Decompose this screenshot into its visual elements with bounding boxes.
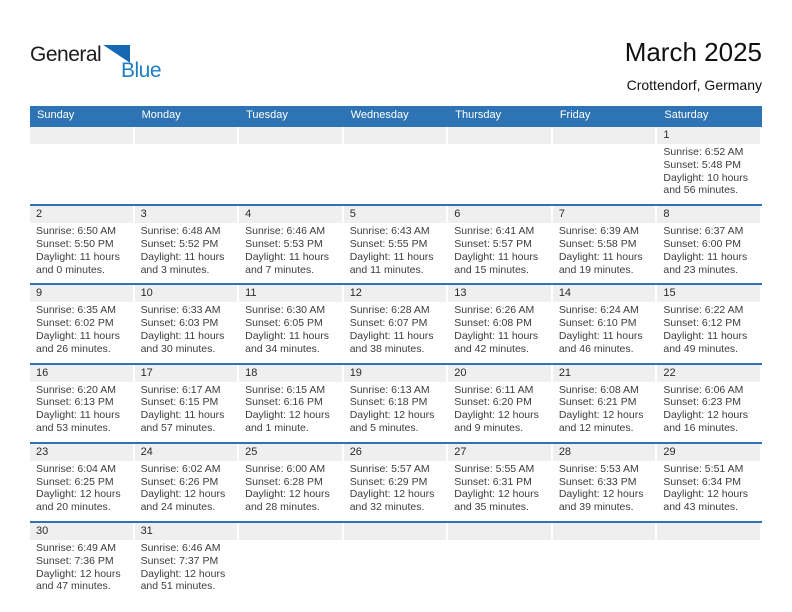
day-cell — [135, 205, 240, 284]
sunrise-text: Sunrise: 6:08 AM — [558, 383, 639, 396]
sunset-text: Sunset: 6:12 PM — [663, 317, 742, 330]
title-block — [625, 38, 762, 93]
weekday-header: Thursday — [448, 106, 553, 126]
day-details — [30, 382, 135, 442]
day-details — [135, 144, 240, 204]
day-details — [135, 302, 240, 362]
sunset-text: Sunset: 6:28 PM — [245, 475, 323, 488]
sunrise-text: Sunrise: 6:33 AM — [140, 304, 221, 317]
day-number: 12 — [344, 285, 447, 302]
sunrise-text: Sunrise: 6:11 AM — [454, 383, 534, 396]
daylight-text: Daylight: 12 hours and 35 minutes. — [454, 488, 539, 514]
daylight-text: Daylight: 12 hours and 24 minutes. — [140, 488, 226, 514]
daylight-text: Daylight: 12 hours and 39 minutes. — [558, 488, 644, 514]
daylight-text: Daylight: 11 hours and 53 minutes. — [36, 409, 120, 434]
daylight-text: Daylight: 11 hours and 11 minutes. — [349, 250, 434, 276]
day-details — [553, 302, 658, 362]
day-number: 26 — [344, 444, 447, 461]
day-number: 24 — [135, 444, 238, 461]
day-cell — [239, 126, 344, 205]
sunset-text: Sunset: 6:25 PM — [36, 475, 114, 488]
day-details — [657, 382, 762, 442]
day-number: 4 — [239, 206, 342, 223]
day-number: 16 — [30, 365, 133, 382]
daylight-text: Daylight: 11 hours and 57 minutes. — [140, 409, 225, 434]
day-number — [30, 127, 133, 144]
page-title: March 2025 — [624, 37, 762, 67]
daylight-text: Daylight: 11 hours and 0 minutes. — [36, 250, 120, 276]
sunset-text: Sunset: 6:07 PM — [349, 317, 428, 330]
day-number: 5 — [344, 206, 447, 223]
day-cell — [30, 126, 135, 205]
day-number: 10 — [135, 285, 238, 302]
day-cell — [30, 443, 135, 522]
weekday-header: Sunday — [30, 106, 135, 126]
day-number: 28 — [553, 444, 656, 461]
day-cell — [30, 522, 135, 600]
week-row — [30, 364, 762, 443]
daylight-text: Daylight: 11 hours and 26 minutes. — [36, 329, 120, 355]
day-details — [657, 540, 762, 600]
week-row — [30, 126, 762, 205]
sunrise-text: Sunrise: 6:04 AM — [36, 462, 116, 475]
day-details — [30, 302, 135, 362]
sunset-text: Sunset: 6:10 PM — [558, 317, 637, 330]
day-cell — [135, 364, 240, 443]
day-cell — [344, 126, 449, 205]
day-details — [657, 302, 762, 362]
sunrise-text: Sunrise: 6:50 AM — [36, 225, 116, 238]
weekday-header: Wednesday — [344, 106, 449, 126]
sunrise-text: Sunrise: 6:37 AM — [663, 225, 744, 238]
day-details — [448, 540, 553, 600]
sunset-text: Sunset: 6:31 PM — [454, 475, 532, 488]
daylight-text: Daylight: 11 hours and 46 minutes. — [558, 329, 643, 355]
day-cell — [657, 364, 762, 443]
day-cell — [30, 284, 135, 363]
sunrise-text: Sunrise: 5:55 AM — [454, 462, 535, 475]
day-number — [344, 127, 447, 144]
weekday-header: Tuesday — [239, 106, 344, 126]
sunrise-text: Sunrise: 6:26 AM — [454, 304, 535, 317]
day-cell — [135, 522, 240, 600]
day-cell — [448, 126, 553, 205]
day-cell — [657, 126, 762, 205]
sunset-text: Sunset: 6:05 PM — [245, 317, 323, 330]
sunset-text: Sunset: 5:55 PM — [349, 237, 428, 250]
logo-text-general: General — [30, 43, 102, 66]
day-cell — [448, 284, 553, 363]
day-cell — [239, 364, 344, 443]
day-number: 17 — [135, 365, 238, 382]
sunset-text: Sunset: 7:37 PM — [140, 554, 219, 567]
daylight-text: Daylight: 12 hours and 9 minutes. — [454, 409, 539, 434]
day-number: 29 — [657, 444, 760, 461]
day-details — [239, 540, 344, 600]
logo-text-blue: Blue — [120, 59, 161, 82]
calendar-table — [30, 106, 762, 600]
day-details — [448, 223, 553, 283]
day-details — [239, 223, 344, 283]
day-number: 19 — [344, 365, 447, 382]
daylight-text: Daylight: 12 hours and 12 minutes. — [558, 409, 644, 434]
sunrise-text: Sunrise: 6:02 AM — [140, 462, 221, 475]
sunset-text: Sunset: 6:16 PM — [245, 396, 323, 409]
day-details — [30, 144, 135, 204]
day-cell — [30, 205, 135, 284]
day-cell — [239, 284, 344, 363]
day-details — [135, 382, 240, 442]
day-number — [448, 127, 551, 144]
sunrise-text: Sunrise: 6:20 AM — [36, 383, 116, 396]
day-details — [553, 223, 658, 283]
sunset-text: Sunset: 5:53 PM — [245, 237, 323, 250]
day-details — [657, 223, 762, 283]
day-cell — [344, 205, 449, 284]
day-number: 15 — [657, 285, 760, 302]
sunrise-text: Sunrise: 6:28 AM — [349, 304, 430, 317]
sunset-text: Sunset: 6:00 PM — [663, 237, 742, 250]
day-cell — [553, 522, 658, 600]
sunrise-text: Sunrise: 6:30 AM — [245, 304, 326, 317]
sunrise-text: Sunrise: 6:49 AM — [36, 541, 116, 554]
sunrise-text: Sunrise: 6:24 AM — [558, 304, 639, 317]
weekday-header: Monday — [135, 106, 240, 126]
day-number: 7 — [553, 206, 656, 223]
sunset-text: Sunset: 5:50 PM — [36, 237, 114, 250]
sunrise-text: Sunrise: 6:22 AM — [663, 304, 744, 317]
sunset-text: Sunset: 6:15 PM — [140, 396, 219, 409]
sunrise-text: Sunrise: 5:53 AM — [558, 462, 639, 475]
sunrise-text: Sunrise: 6:39 AM — [558, 225, 639, 238]
sunrise-text: Sunrise: 6:43 AM — [349, 225, 430, 238]
sunset-text: Sunset: 5:58 PM — [558, 237, 637, 250]
sunset-text: Sunset: 6:13 PM — [36, 396, 114, 409]
day-number: 3 — [135, 206, 238, 223]
weekday-header: Saturday — [657, 106, 762, 126]
sunrise-text: Sunrise: 5:51 AM — [663, 462, 744, 475]
day-number — [448, 523, 551, 540]
day-cell — [553, 443, 658, 522]
day-details — [344, 461, 449, 521]
day-details — [657, 461, 762, 521]
location-subtitle: Crottendorf, Germany — [626, 76, 762, 93]
day-details — [553, 382, 658, 442]
sunrise-text: Sunrise: 6:46 AM — [245, 225, 326, 238]
day-details — [239, 461, 344, 521]
day-details — [135, 223, 240, 283]
day-cell — [553, 205, 658, 284]
daylight-text: Daylight: 10 hours and 56 minutes. — [663, 171, 749, 197]
day-cell — [553, 126, 658, 205]
day-details — [657, 144, 762, 204]
sunrise-text: Sunrise: 6:52 AM — [663, 146, 744, 158]
day-details — [553, 540, 658, 600]
day-number — [553, 127, 656, 144]
day-number — [344, 523, 447, 540]
day-details — [239, 302, 344, 362]
day-cell — [448, 205, 553, 284]
day-cell — [553, 364, 658, 443]
sunrise-text: Sunrise: 6:46 AM — [140, 541, 221, 554]
sunrise-text: Sunrise: 6:48 AM — [140, 225, 221, 238]
sunset-text: Sunset: 5:57 PM — [454, 237, 532, 250]
week-row — [30, 284, 762, 363]
sunset-text: Sunset: 6:26 PM — [140, 475, 219, 488]
sunset-text: Sunset: 7:36 PM — [36, 554, 114, 567]
day-number — [239, 127, 342, 144]
day-number — [553, 523, 656, 540]
sunset-text: Sunset: 6:02 PM — [36, 317, 114, 330]
week-row — [30, 205, 762, 284]
day-cell — [344, 364, 449, 443]
day-cell — [135, 126, 240, 205]
day-number: 11 — [239, 285, 342, 302]
daylight-text: Daylight: 11 hours and 42 minutes. — [454, 329, 539, 355]
day-number: 9 — [30, 285, 133, 302]
daylight-text: Daylight: 11 hours and 7 minutes. — [245, 250, 329, 276]
daylight-text: Daylight: 11 hours and 34 minutes. — [245, 329, 329, 355]
day-details — [30, 461, 135, 521]
day-number — [135, 127, 238, 144]
day-number: 30 — [30, 523, 133, 540]
day-number: 13 — [448, 285, 551, 302]
day-cell — [448, 443, 553, 522]
day-number: 2 — [30, 206, 133, 223]
sunset-text: Sunset: 6:03 PM — [140, 317, 219, 330]
sunrise-text: Sunrise: 5:57 AM — [349, 462, 430, 475]
sunset-text: Sunset: 5:48 PM — [663, 158, 742, 171]
day-details — [135, 540, 240, 600]
daylight-text: Daylight: 12 hours and 47 minutes. — [36, 567, 121, 593]
day-number — [239, 523, 342, 540]
day-cell — [344, 284, 449, 363]
day-cell — [657, 443, 762, 522]
sunset-text: Sunset: 5:52 PM — [140, 237, 219, 250]
day-details — [239, 382, 344, 442]
day-number: 18 — [239, 365, 342, 382]
daylight-text: Daylight: 12 hours and 20 minutes. — [36, 488, 121, 514]
day-number: 20 — [448, 365, 551, 382]
day-details — [553, 144, 658, 204]
day-number: 8 — [657, 206, 760, 223]
daylight-text: Daylight: 12 hours and 43 minutes. — [663, 488, 749, 514]
daylight-text: Daylight: 11 hours and 38 minutes. — [349, 329, 434, 355]
weekday-header-row — [30, 106, 762, 126]
day-details — [448, 382, 553, 442]
sunrise-text: Sunrise: 6:35 AM — [36, 304, 116, 317]
day-cell — [657, 205, 762, 284]
sunrise-text: Sunrise: 6:00 AM — [245, 462, 326, 475]
sunrise-text: Sunrise: 6:15 AM — [245, 383, 326, 396]
day-cell — [135, 284, 240, 363]
day-cell — [448, 364, 553, 443]
day-cell — [657, 522, 762, 600]
day-details — [344, 382, 449, 442]
sunset-text: Sunset: 6:08 PM — [454, 317, 532, 330]
daylight-text: Daylight: 12 hours and 5 minutes. — [349, 409, 435, 434]
day-cell — [553, 284, 658, 363]
sunrise-text: Sunrise: 6:17 AM — [140, 383, 221, 396]
sunset-text: Sunset: 6:34 PM — [663, 475, 742, 488]
daylight-text: Daylight: 12 hours and 16 minutes. — [663, 409, 749, 434]
week-row — [30, 443, 762, 522]
sunset-text: Sunset: 6:29 PM — [349, 475, 428, 488]
weekday-header: Friday — [553, 106, 658, 126]
day-cell — [657, 284, 762, 363]
daylight-text: Daylight: 12 hours and 51 minutes. — [140, 567, 226, 593]
day-cell — [239, 205, 344, 284]
day-details — [30, 223, 135, 283]
daylight-text: Daylight: 11 hours and 19 minutes. — [558, 250, 643, 276]
day-cell — [135, 443, 240, 522]
day-details — [344, 302, 449, 362]
day-number: 6 — [448, 206, 551, 223]
day-cell — [448, 522, 553, 600]
day-number: 23 — [30, 444, 133, 461]
day-details — [448, 302, 553, 362]
sunset-text: Sunset: 6:18 PM — [349, 396, 428, 409]
day-number: 1 — [657, 127, 760, 144]
daylight-text: Daylight: 12 hours and 28 minutes. — [245, 488, 330, 514]
daylight-text: Daylight: 11 hours and 3 minutes. — [140, 250, 225, 276]
daylight-text: Daylight: 11 hours and 23 minutes. — [663, 250, 748, 276]
day-cell — [239, 443, 344, 522]
sunset-text: Sunset: 6:20 PM — [454, 396, 532, 409]
sunrise-text: Sunrise: 6:13 AM — [349, 383, 430, 396]
week-row — [30, 522, 762, 600]
generalblue-logo — [30, 44, 170, 81]
sunrise-text: Sunrise: 6:06 AM — [663, 383, 744, 396]
daylight-text: Daylight: 11 hours and 15 minutes. — [454, 250, 539, 276]
day-number — [657, 523, 760, 540]
day-details — [344, 144, 449, 204]
day-number: 27 — [448, 444, 551, 461]
day-details — [344, 540, 449, 600]
day-cell — [239, 522, 344, 600]
day-number: 31 — [135, 523, 238, 540]
day-details — [553, 461, 658, 521]
day-cell — [344, 443, 449, 522]
day-number: 14 — [553, 285, 656, 302]
calendar-body — [30, 126, 762, 600]
day-details — [30, 540, 135, 600]
day-number: 25 — [239, 444, 342, 461]
day-cell — [344, 522, 449, 600]
day-details — [135, 461, 240, 521]
sunset-text: Sunset: 6:23 PM — [663, 396, 742, 409]
day-cell — [30, 364, 135, 443]
day-details — [344, 223, 449, 283]
day-number: 21 — [553, 365, 656, 382]
daylight-text: Daylight: 12 hours and 32 minutes. — [349, 488, 435, 514]
daylight-text: Daylight: 11 hours and 49 minutes. — [663, 329, 748, 355]
day-details — [448, 144, 553, 204]
sunset-text: Sunset: 6:33 PM — [558, 475, 637, 488]
sunrise-text: Sunrise: 6:41 AM — [454, 225, 535, 238]
day-details — [448, 461, 553, 521]
day-details — [239, 144, 344, 204]
daylight-text: Daylight: 12 hours and 1 minute. — [245, 409, 330, 434]
day-number: 22 — [657, 365, 760, 382]
sunset-text: Sunset: 6:21 PM — [558, 396, 637, 409]
daylight-text: Daylight: 11 hours and 30 minutes. — [140, 329, 225, 355]
